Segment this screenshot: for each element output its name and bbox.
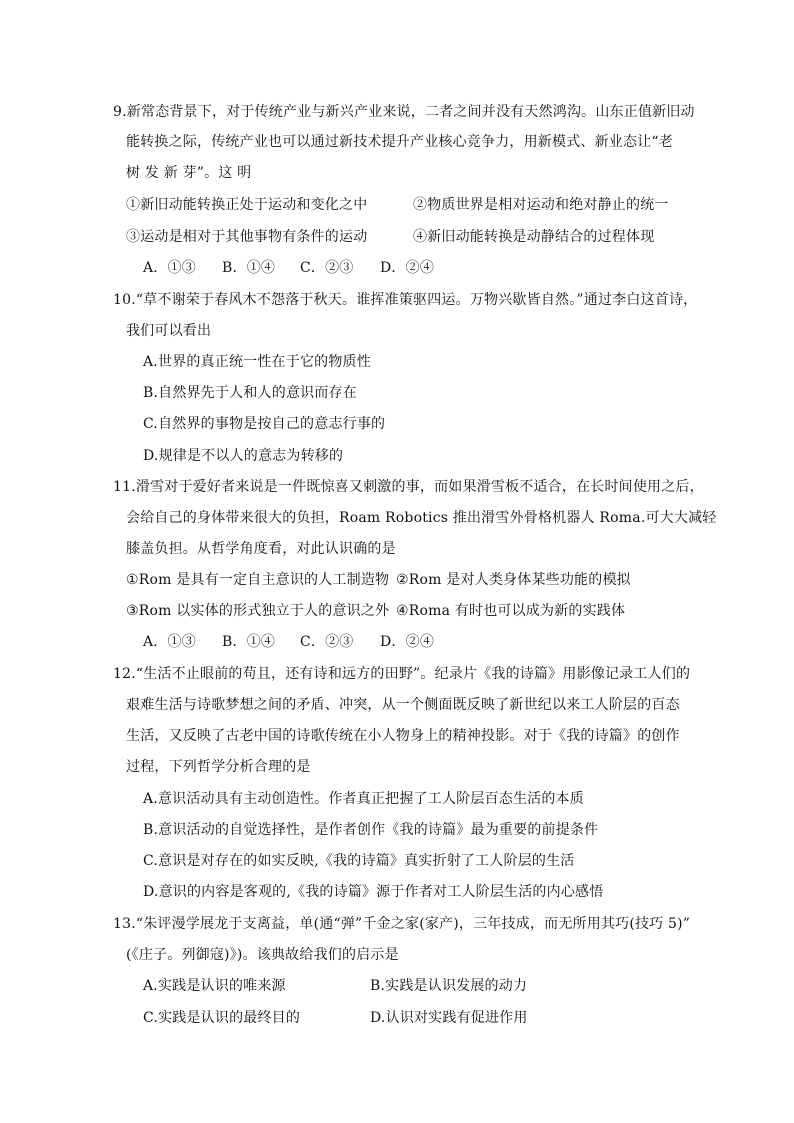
q12-line-4: 过程，下列哲学分析合理的是 — [126, 759, 311, 775]
q13-option-a: A.实践是认识的唯来源 — [143, 978, 286, 994]
q11-line-1: 11.滑雪对于爱好者来说是一件既惊喜又刺激的事，而如果滑雪板不适合，在长时间使用之后， — [113, 479, 704, 495]
q10-option-b: B.自然界先于人和人的意识而存在 — [143, 385, 357, 401]
q12-option-a: A.意识活动具有主动创造性。作者真正把握了工人阶层百态生活的本质 — [143, 791, 584, 807]
q9-answer-b: B．①④ — [222, 260, 276, 276]
q9-answer-c: C．②③ — [300, 260, 354, 276]
q13-line-2: (《庄子。列御寇)》)。该典故给我们的启示是 — [126, 947, 399, 963]
q11-answer-d: D．②④ — [380, 634, 435, 650]
q12-option-b: B.意识活动的自觉选择性，是作者创作《我的诗篇》最为重要的前提条件 — [143, 822, 599, 838]
q11-option-2: ②Rom 是对人类身体某些功能的模拟 — [396, 572, 631, 588]
q11-answer-b: B．①④ — [222, 634, 276, 650]
q11-option-1: ①Rom 是具有一定自主意识的人工制造物 — [126, 572, 390, 588]
q9-line-1: 9.新常态背景下，对于传统产业与新兴产业来说，二者之间并没有天然鸿沟。山东正值新旧动 — [113, 104, 695, 120]
q11-line-2: 会给自己的身体带来很大的负担，Roam Robotics 推出滑雪外骨格机器人 Roma.可大大减轻 — [126, 510, 717, 526]
q9-line-2: 能转换之际，传统产业也可以通过新技术提升产业核心竞争力，用新模式、新业态让“老 — [126, 134, 673, 150]
q11-option-3: ③Rom 以实体的形式独立于人的意识之外 — [126, 603, 390, 619]
q13-option-b: B.实践是认识发展的动力 — [370, 978, 528, 994]
q9-option-1: ①新旧动能转换正处于运动和变化之中 — [126, 197, 368, 213]
q11-answer-a: A．①③ — [143, 634, 196, 650]
q12-option-d: D.意识的内容是客观的,《我的诗篇》源于作者对工人阶层生活的内心感悟 — [143, 884, 604, 900]
q12-option-c: C.意识是对存在的如实反映,《我的诗篇》真实折射了工人阶层的生活 — [143, 853, 575, 869]
q13-option-c: C.实践是认识的最终目的 — [143, 1010, 301, 1026]
q9-answer-a: A．①③ — [143, 260, 196, 276]
q9-option-4: ④新旧动能转换是动静结合的过程体现 — [413, 229, 655, 245]
q10-option-c: C.自然界的事物是按自己的意志行事的 — [143, 416, 386, 432]
q11-option-4: ④Roma 有时也可以成为新的实践体 — [396, 603, 626, 619]
q11-line-3: 膝盖负担。从哲学角度看，对此认识确的是 — [126, 541, 396, 557]
q9-option-2: ②物质世界是相对运动和绝对静止的统一 — [413, 197, 669, 213]
q12-line-1: 12.“生活不止眼前的苟且，还有诗和远方的田野”。纪录片《我的诗篇》用影像记录工人们的 — [113, 666, 691, 682]
q12-line-3: 生活，又反映了古老中国的诗歌传统在小人物身上的精神投影。对于《我的诗篇》的创作 — [126, 728, 680, 744]
q13-option-d: D.认识对实践有促进作用 — [370, 1010, 528, 1026]
q10-line-1: 10.“草不谢荣于春风木不怨落于秋天。谁挥准策驱四运。万物兴歇皆自然。”通过李白这首诗， — [113, 292, 698, 308]
q9-line-3: 树 发 新 芽”。这 明 — [126, 165, 252, 181]
q10-option-a: A.世界的真正统一性在于它的物质性 — [143, 354, 371, 370]
q10-option-d: D.规律是不以人的意志为转移的 — [143, 448, 344, 464]
q9-option-3: ③运动是相对于其他事物有条件的运动 — [126, 229, 368, 245]
q13-line-1: 13.“朱评漫学展龙于支离益，单(通“弹”千金之家(家产)，三年技成，而无所用其巧(技巧 5)” — [113, 916, 691, 932]
q10-line-2: 我们可以看出 — [126, 323, 212, 339]
q11-answer-c: C．②③ — [300, 634, 354, 650]
q12-line-2: 艰难生活与诗歌梦想之间的矛盾、冲突，从一个侧面既反映了新世纪以来工人阶层的百态 — [126, 697, 680, 713]
q9-answer-d: D．②④ — [380, 260, 435, 276]
